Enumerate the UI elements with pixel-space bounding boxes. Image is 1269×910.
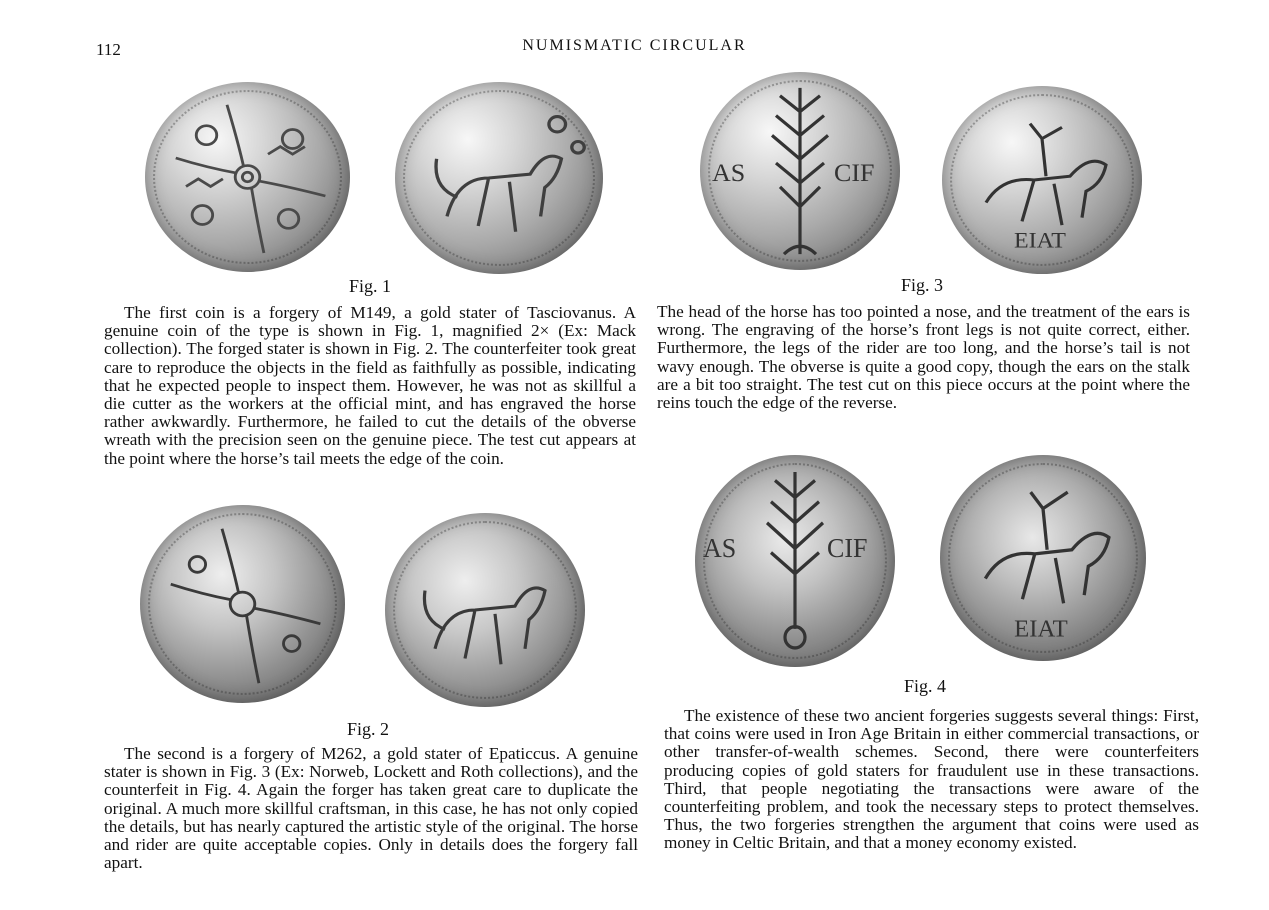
fig3-obverse-coin xyxy=(700,72,900,270)
fig4-obverse-legend-left: AS xyxy=(703,532,737,563)
fig4-obverse-legend-right: CIF xyxy=(827,532,868,563)
fig2-reverse-coin xyxy=(385,513,585,707)
fig2-obverse-coin xyxy=(140,505,345,703)
fig1-reverse-coin xyxy=(395,82,603,274)
fig3-obverse-legend-left: AS xyxy=(712,158,746,187)
fig2-caption: Fig. 2 xyxy=(346,719,389,739)
paragraph-epaticcus xyxy=(104,745,638,872)
fig1-caption: Fig. 1 xyxy=(348,276,391,296)
paragraph-1-text: The first coin is a forgery of M149, a gold stater of Tasciovanus. A genuine coin of the type is shown in Fig. 1, magnified 2× (Ex: Mack collection). The forged stater is shown in Fig. 2. The counterfeiter took great care to reproduce the objects in the field as faithfully as possible, indicating that he expected people to inspect them. However, he was not as skillful a die cutter as the workers at the official mint, and has engraved the horse rather awkwardly. Furthermore, he failed to cut the details of the obverse wreath with the precision seen on the genuine piece. The test cut appears at the point where the horse’s tail meets the edge of the coin. xyxy=(104,303,636,468)
fig3-caption: Fig. 3 xyxy=(900,275,943,295)
fig3-reverse-coin xyxy=(942,86,1142,274)
running-head: NUMISMATIC CIRCULAR xyxy=(522,37,747,54)
paragraph-3-text: The head of the horse has too pointed a nose, and the treatment of the ears is wrong. The engraving of the horse’s front legs is not quite correct, either. Furthermore, the legs of the rider are too long, and the horse’s tail is not wavy enough. The obverse is quite a good copy, though the ears on the stalk are a bit too straight. The test cut on this piece occurs at the point where the reins touch the edge of the reverse. xyxy=(657,302,1190,413)
paragraph-4-text: The existence of these two ancient forgeries suggests several things: First, that coins were used in Iron Age Britain in either commercial transactions, or other transfer-of-wealth schemes. Second, there were counterfeiters producing copies of gold staters for fraudulent use in these transactions. Third, that people negotiating the transactions were aware of the counterfeiting problem, and took the necessary steps to protect themselves. Thus, the two forgeries strengthen the argument that coins were used as money in Celtic Britain, and that a money economy existed. xyxy=(664,706,1199,853)
fig4-caption: Fig. 4 xyxy=(903,676,946,696)
page-number: 112 xyxy=(96,40,121,59)
fig1-obverse-coin xyxy=(145,82,350,272)
fig4-reverse-legend: EIAT xyxy=(1014,615,1068,643)
fig4-obverse-coin xyxy=(695,455,895,667)
fig3-obverse-legend-right: CIF xyxy=(834,158,875,187)
paragraph-horse-details xyxy=(657,303,1190,412)
paragraph-conclusion xyxy=(664,707,1199,853)
fig4-reverse-coin xyxy=(940,455,1146,661)
fig3-reverse-legend: EIAT xyxy=(1014,228,1066,254)
paragraph-2-text: The second is a forgery of M262, a gold stater of Epaticcus. A genuine stater is shown in Fig. 3 (Ex: Norweb, Lockett and Roth collections), and the counterfeit in Fig. 4. Again the forger has taken great care to duplicate the original. A much more skillful craftsman, in this case, he has not only copied the details, but has nearly captured the artistic style of the original. The horse and rider are quite acceptable copies. Only in details does the forgery fall apart. xyxy=(104,744,638,873)
paragraph-tasciovanus xyxy=(104,304,636,468)
